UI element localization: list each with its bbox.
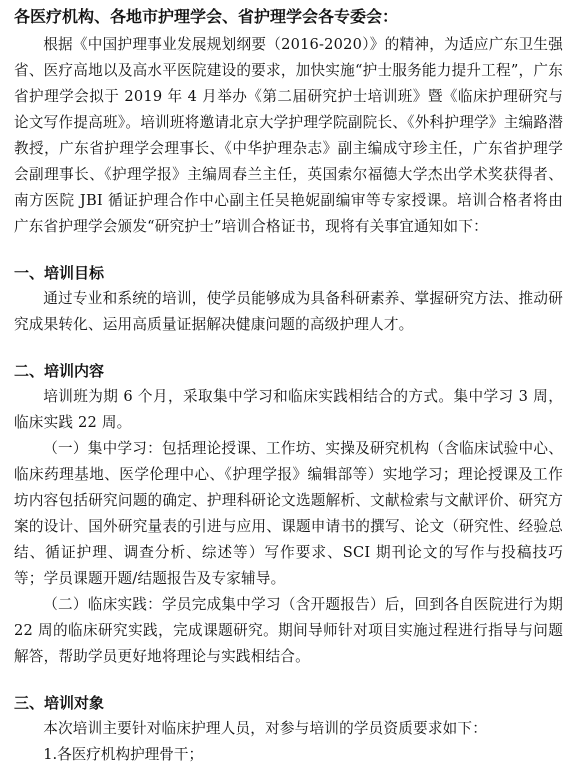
content-practice-paragraph: （二）临床实践：学员完成集中学习（含开题报告）后，回到各自医院进行为期 22 周的临床研究实践，完成课题研究。期间导师针对项目实施过程进行指导与问题解答，帮助学员更好地将理论与实践相结合。 <box>14 596 563 665</box>
section-heading-audience: 三、培训对象 <box>14 694 105 712</box>
section-heading-content: 二、培训内容 <box>14 362 105 380</box>
audience-list-item: 1.各医疗机构护理骨干； <box>43 746 204 763</box>
addressee-line: 各医疗机构、各地市护理学会、省护理学会各专委会： <box>14 7 399 26</box>
content-duration-paragraph: 培训班为期 6 个月，采取集中学习和临床实践相结合的方式。集中学习 3 周，临床实践 22 周。 <box>14 388 563 431</box>
section-heading-goals: 一、培训目标 <box>14 264 105 282</box>
goals-paragraph: 通过专业和系统的培训，使学员能够成为具备科研素养、掌握研究方法、推动研究成果转化、运用高质量证据解决健康问题的高级护理人才。 <box>14 290 563 333</box>
audience-paragraph: 本次培训主要针对临床护理人员，对参与培训的学员资质要求如下： <box>43 720 488 737</box>
content-study-paragraph: （一）集中学习：包括理论授课、工作坊、实操及研究机构（含临床试验中心、临床药理基地、医学伦理中心、《护理学报》编辑部等）实地学习；理论授课及工作坊内容包括研究问题的确定、护理科研论文选题解析、文献检索与文献评价、研究方案的设计、国外研究量表的引进与应用、课题申请书的撰写、论文（研究性、经验总结、循证护理、调查分析、综述等）写作要求、SCI 期刊论文的写作与投稿技巧等；学员课题开题/结题报告及专家辅导。 <box>14 440 563 587</box>
intro-paragraph: 根据《中国护理事业发展规划纲要（2016-2020）》的精神，为适应广东卫生强省、医疗高地以及高水平医院建设的要求，加快实施“护士服务能力提升工程”，广东省护理学会拟于 2019 年 4 月举办《第二届研究护士培训班》暨《临床护理研究与论文写作提高班》。培训班将邀请北京大学护理学院副院长、《外科护理学》主编路潜教授，广东省护理学会理事长、《中华护理杂志》副主编成守珍主任，广东省护理学会副理事长、《护理学报》主编周春兰主任，英国索尔福德大学杰出学术奖获得者、南方医院 JBI 循证护理合作中心副主任吴艳妮副编审等专家授课。培训合格者将由广东省护理学会颁发“研究护士”培训合格证书，现将有关事宜通知如下： <box>14 36 563 235</box>
